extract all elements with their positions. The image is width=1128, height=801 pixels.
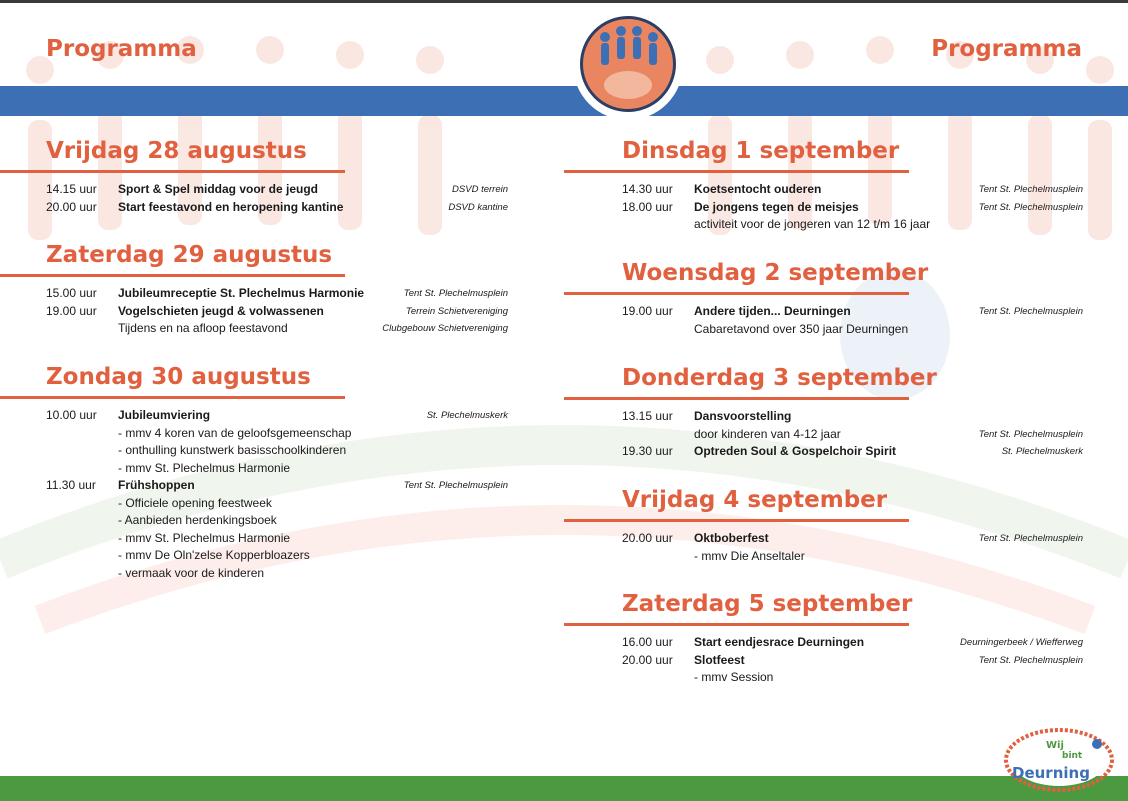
event-location: St. Plechelmuskerk — [1001, 446, 1083, 457]
schedule-row — [564, 181, 1083, 199]
schedule-row — [564, 530, 1083, 548]
event-description: - mmv Die Anseltaler — [694, 548, 805, 563]
day-divider — [564, 292, 909, 295]
day-divider — [564, 397, 909, 400]
schedule-row — [0, 181, 508, 199]
day-title: Zaterdag 29 augustus — [46, 242, 333, 268]
day-title: Zaterdag 5 september — [622, 591, 913, 617]
schedule-row — [0, 320, 508, 338]
event-time: 15.00 uur — [46, 286, 97, 300]
event-location: Tent St. Plechelmusplein — [978, 428, 1083, 440]
event-description: Oktboberfest — [694, 531, 769, 545]
day-block-vrijdag-4 — [564, 486, 1083, 565]
logo-word-2: bint — [1062, 751, 1083, 761]
day-title: Zondag 30 augustus — [46, 364, 311, 390]
event-location: Tent St. Plechelmusplein — [403, 480, 508, 491]
event-time: 19.00 uur — [46, 303, 97, 318]
event-time: 14.15 uur — [46, 182, 97, 196]
event-time: 20.00 uur — [622, 652, 673, 667]
day-block-donderdag-3 — [564, 364, 1083, 461]
event-location: Tent St. Plechelmusplein — [978, 201, 1083, 213]
event-location: Tent St. Plechelmusplein — [978, 306, 1083, 317]
event-description: - Officiele opening feestweek — [118, 495, 272, 510]
event-description: - mmv Session — [694, 670, 774, 684]
event-description: Slotfeest — [694, 652, 745, 667]
event-description: Tijdens en na afloop feestavond — [118, 321, 288, 335]
logo-word-1: Wij — [1046, 740, 1064, 751]
schedule-row — [564, 303, 1083, 321]
event-description: Koetsentocht ouderen — [694, 182, 822, 196]
event-description: De jongens tegen de meisjes — [694, 199, 859, 214]
schedule-row — [564, 321, 1083, 339]
day-block-vrijdag-28 — [0, 137, 508, 216]
day-divider — [564, 170, 909, 173]
day-divider — [0, 170, 345, 173]
event-description: Vogelschieten jeugd & volwassenen — [118, 303, 324, 318]
event-description: Jubileumviering — [118, 408, 211, 422]
event-time: 20.00 uur — [622, 531, 673, 545]
event-time: 14.30 uur — [622, 182, 673, 196]
event-time: 19.30 uur — [622, 444, 673, 458]
schedule-row — [564, 408, 1083, 426]
day-divider — [564, 623, 909, 626]
day-block-zaterdag-5 — [564, 590, 1083, 687]
event-time: 18.00 uur — [622, 199, 673, 214]
event-description: Start eendjesrace Deurningen — [694, 635, 865, 649]
event-location: DSVD kantine — [448, 201, 508, 213]
event-description: Andere tijden... Deurningen — [694, 304, 851, 318]
day-title: Dinsdag 1 september — [622, 138, 900, 164]
event-description: Cabaretavond over 350 jaar Deurningen — [694, 321, 909, 336]
event-description: Frühshoppen — [118, 478, 195, 492]
day-divider — [0, 274, 345, 277]
event-description: - mmv De Oln'zelse Kopperbloazers — [118, 548, 310, 562]
event-time: 16.00 uur — [622, 635, 673, 649]
schedule-row — [0, 565, 508, 583]
event-location: Tent St. Plechelmusplein — [978, 184, 1083, 195]
schedule-row — [564, 199, 1083, 217]
day-block-dinsdag-1 — [564, 137, 1083, 234]
schedule-row — [564, 634, 1083, 652]
day-title: Vrijdag 28 augustus — [46, 138, 307, 164]
day-block-zondag-30 — [0, 363, 508, 582]
schedule-row — [0, 477, 508, 495]
event-description: Dansvoorstelling — [694, 409, 792, 423]
header-title-right: Programma — [931, 36, 1082, 62]
footer-green-band — [0, 776, 1128, 801]
schedule-row — [0, 199, 508, 217]
event-time: 20.00 uur — [46, 199, 97, 214]
event-location: Clubgebouw Schietvereniging — [382, 323, 508, 334]
people-chain-icon — [583, 19, 673, 109]
header-blue-band — [0, 86, 1128, 116]
event-description: door kinderen van 4-12 jaar — [694, 426, 841, 441]
event-location: Terrein Schietvereniging — [405, 305, 508, 317]
schedule-row — [0, 530, 508, 548]
wij-bint-deurning-logo — [1002, 718, 1116, 794]
event-description: - Aanbieden herdenkingsboek — [118, 513, 277, 527]
schedule-row — [0, 495, 508, 513]
day-title: Vrijdag 4 september — [622, 487, 888, 513]
event-description: Sport & Spel middag voor de jeugd — [118, 182, 319, 196]
day-block-woensdag-2 — [564, 259, 1083, 338]
schedule-row — [0, 547, 508, 565]
day-block-zaterdag-29 — [0, 241, 508, 338]
event-description: - mmv St. Plechelmus Harmonie — [118, 530, 291, 545]
schedule-row — [0, 512, 508, 530]
logo-word-3: Deurning — [1012, 764, 1090, 782]
people-circle-logo — [580, 16, 676, 112]
event-description: - mmv St. Plechelmus Harmonie — [118, 460, 291, 475]
schedule-row — [0, 442, 508, 460]
event-location: Tent St. Plechelmusplein — [978, 533, 1083, 544]
balloon-icon — [1092, 739, 1102, 749]
day-divider — [564, 519, 909, 522]
schedule-row — [0, 407, 508, 425]
event-location: Tent St. Plechelmusplein — [978, 654, 1083, 666]
schedule-row — [564, 652, 1083, 670]
day-divider — [0, 396, 345, 399]
day-title: Woensdag 2 september — [622, 260, 929, 286]
schedule-row — [0, 425, 508, 443]
event-description: - vermaak voor de kinderen — [118, 565, 265, 580]
event-location: Deurningerbeek / Wiefferweg — [960, 637, 1083, 648]
schedule-row — [0, 303, 508, 321]
event-time: 11.30 uur — [46, 478, 96, 492]
event-description: Optreden Soul & Gospelchoir Spirit — [694, 444, 897, 458]
event-description: Start feestavond en heropening kantine — [118, 199, 344, 214]
event-description: - onthulling kunstwerk basisschoolkinderen — [118, 443, 347, 457]
schedule-row — [564, 216, 1083, 234]
schedule-row — [0, 460, 508, 478]
schedule-row — [564, 669, 1083, 687]
event-description: Jubileumreceptie St. Plechelmus Harmonie — [118, 286, 365, 300]
schedule-row — [564, 548, 1083, 566]
header-title-left: Programma — [46, 36, 197, 62]
event-location: DSVD terrein — [452, 184, 508, 195]
event-location: Tent St. Plechelmusplein — [403, 288, 508, 299]
day-title: Donderdag 3 september — [622, 365, 937, 391]
event-time: 13.15 uur — [622, 409, 673, 423]
event-description: activiteit voor de jongeren van 12 t/m 16 jaar — [694, 217, 931, 231]
event-description: - mmv 4 koren van de geloofsgemeenschap — [118, 425, 352, 440]
event-time: 10.00 uur — [46, 408, 97, 422]
schedule-row — [564, 426, 1083, 444]
event-location: St. Plechelmuskerk — [426, 410, 508, 421]
schedule-row — [0, 285, 508, 303]
schedule-row — [564, 443, 1083, 461]
event-time: 19.00 uur — [622, 304, 673, 318]
